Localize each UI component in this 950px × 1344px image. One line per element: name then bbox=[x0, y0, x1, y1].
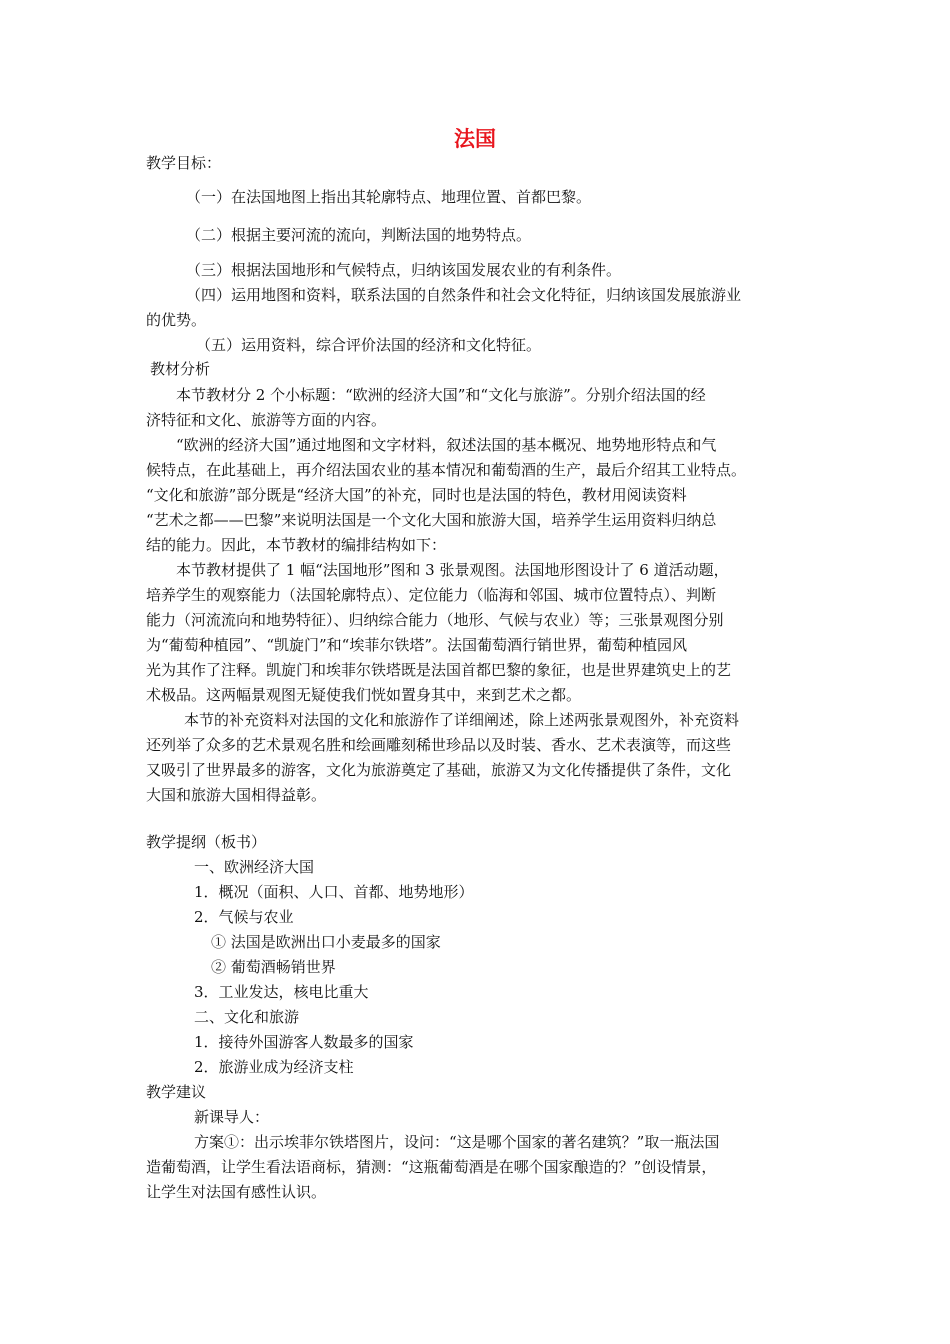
outline-item: 二、文化和旅游 bbox=[194, 1008, 300, 1026]
objective-item: （五）运用资料，综合评价法国的经济和文化特征。 bbox=[196, 336, 542, 354]
outline-item: 一、欧洲经济大国 bbox=[194, 858, 315, 876]
outline-item: 2．旅游业成为经济支柱 bbox=[194, 1058, 354, 1076]
outline-heading: 教学提纲（板书） bbox=[146, 833, 267, 851]
objectives-heading: 教学目标： bbox=[146, 154, 222, 172]
suggestion-line: 新课导人： bbox=[194, 1108, 270, 1126]
paragraph-line: 济特征和文化、旅游等方面的内容。 bbox=[146, 411, 387, 429]
suggestions-heading: 教学建议 bbox=[146, 1083, 207, 1101]
paragraph-line: 本节的补充资料对法国的文化和旅游作了详细阐述，除上述两张景观图外，补充资料 bbox=[184, 711, 740, 729]
suggestion-line: 方案①：出示埃菲尔铁塔图片，设问：“这是哪个国家的著名建筑？”取一瓶法国 bbox=[194, 1133, 720, 1151]
analysis-heading: 教材分析 bbox=[150, 360, 211, 378]
paragraph-line: 培养学生的观察能力（法国轮廓特点）、定位能力（临海和邻国、城市位置特点）、判断 bbox=[146, 586, 717, 604]
outline-item: ② 葡萄酒畅销世界 bbox=[211, 958, 336, 976]
outline-item: 3．工业发达，核电比重大 bbox=[194, 983, 369, 1001]
paragraph-line: 结的能力。因此，本节教材的编排结构如下： bbox=[146, 536, 447, 554]
paragraph-line: 本节教材提供了 1 幅“法国地形”图和 3 张景观图。法国地形图设计了 6 道活动题， bbox=[176, 561, 729, 579]
suggestion-line: 造葡萄酒，让学生看法语商标，猜测：“这瓶葡萄酒是在哪个国家酿造的？”创设情景， bbox=[146, 1158, 717, 1176]
paragraph-line: 术极品。这两幅景观图无疑使我们恍如置身其中，来到艺术之都。 bbox=[146, 686, 582, 704]
paragraph-line: 光为其作了注释。凯旋门和埃菲尔铁塔既是法国首都巴黎的象征，也是世界建筑史上的艺 bbox=[146, 661, 732, 679]
objective-item: （四）运用地图和资料，联系法国的自然条件和社会文化特征，归纳该国发展旅游业 bbox=[186, 286, 742, 304]
outline-item: ① 法国是欧洲出口小麦最多的国家 bbox=[211, 933, 441, 951]
outline-item: 2．气候与农业 bbox=[194, 908, 294, 926]
suggestion-line: 让学生对法国有感性认识。 bbox=[146, 1183, 327, 1201]
paragraph-line: 能力（河流流向和地势特征）、归纳综合能力（地形、气候与农业）等；三张景观图分别 bbox=[146, 611, 724, 629]
paragraph-line: 大国和旅游大国相得益彰。 bbox=[146, 786, 327, 804]
objective-item: （三）根据法国地形和气候特点，归纳该国发展农业的有利条件。 bbox=[186, 261, 622, 279]
outline-item: 1．概况（面积、人口、首都、地势地形） bbox=[194, 883, 474, 901]
paragraph-line: 又吸引了世界最多的游客，文化为旅游奠定了基础，旅游又为文化传播提供了条件，文化 bbox=[146, 761, 732, 779]
outline-item: 1．接待外国游客人数最多的国家 bbox=[194, 1033, 414, 1051]
paragraph-line: “艺术之都——巴黎”来说明法国是一个文化大国和旅游大国，培养学生运用资料归纳总 bbox=[146, 511, 717, 529]
paragraph-line: “文化和旅游”部分既是“经济大国”的补充，同时也是法国的特色，教材用阅读资料 bbox=[146, 486, 687, 504]
paragraph-line: 为“葡萄种植园”、“凯旋门”和“埃菲尔铁塔”。法国葡萄酒行销世界，葡萄种植园风 bbox=[146, 636, 688, 654]
paragraph-line: “欧洲的经济大国”通过地图和文字材料，叙述法国的基本概况、地势地形特点和气 bbox=[176, 436, 717, 454]
objective-item-continuation: 的优势。 bbox=[146, 311, 207, 329]
objective-item: （二）根据主要河流的流向，判断法国的地势特点。 bbox=[186, 226, 532, 244]
paragraph-line: 还列举了众多的艺术景观名胜和绘画雕刻稀世珍品以及时装、香水、艺术表演等，而这些 bbox=[146, 736, 732, 754]
paragraph-line: 候特点，在此基础上，再介绍法国农业的基本情况和葡萄酒的生产，最后介绍其工业特点。 bbox=[146, 461, 747, 479]
page-title: 法国 bbox=[454, 127, 496, 151]
paragraph-line: 本节教材分 2 个小标题：“欧洲的经济大国”和“文化与旅游”。分别介绍法国的经 bbox=[176, 386, 706, 404]
objective-item: （一）在法国地图上指出其轮廓特点、地理位置、首都巴黎。 bbox=[186, 188, 592, 206]
